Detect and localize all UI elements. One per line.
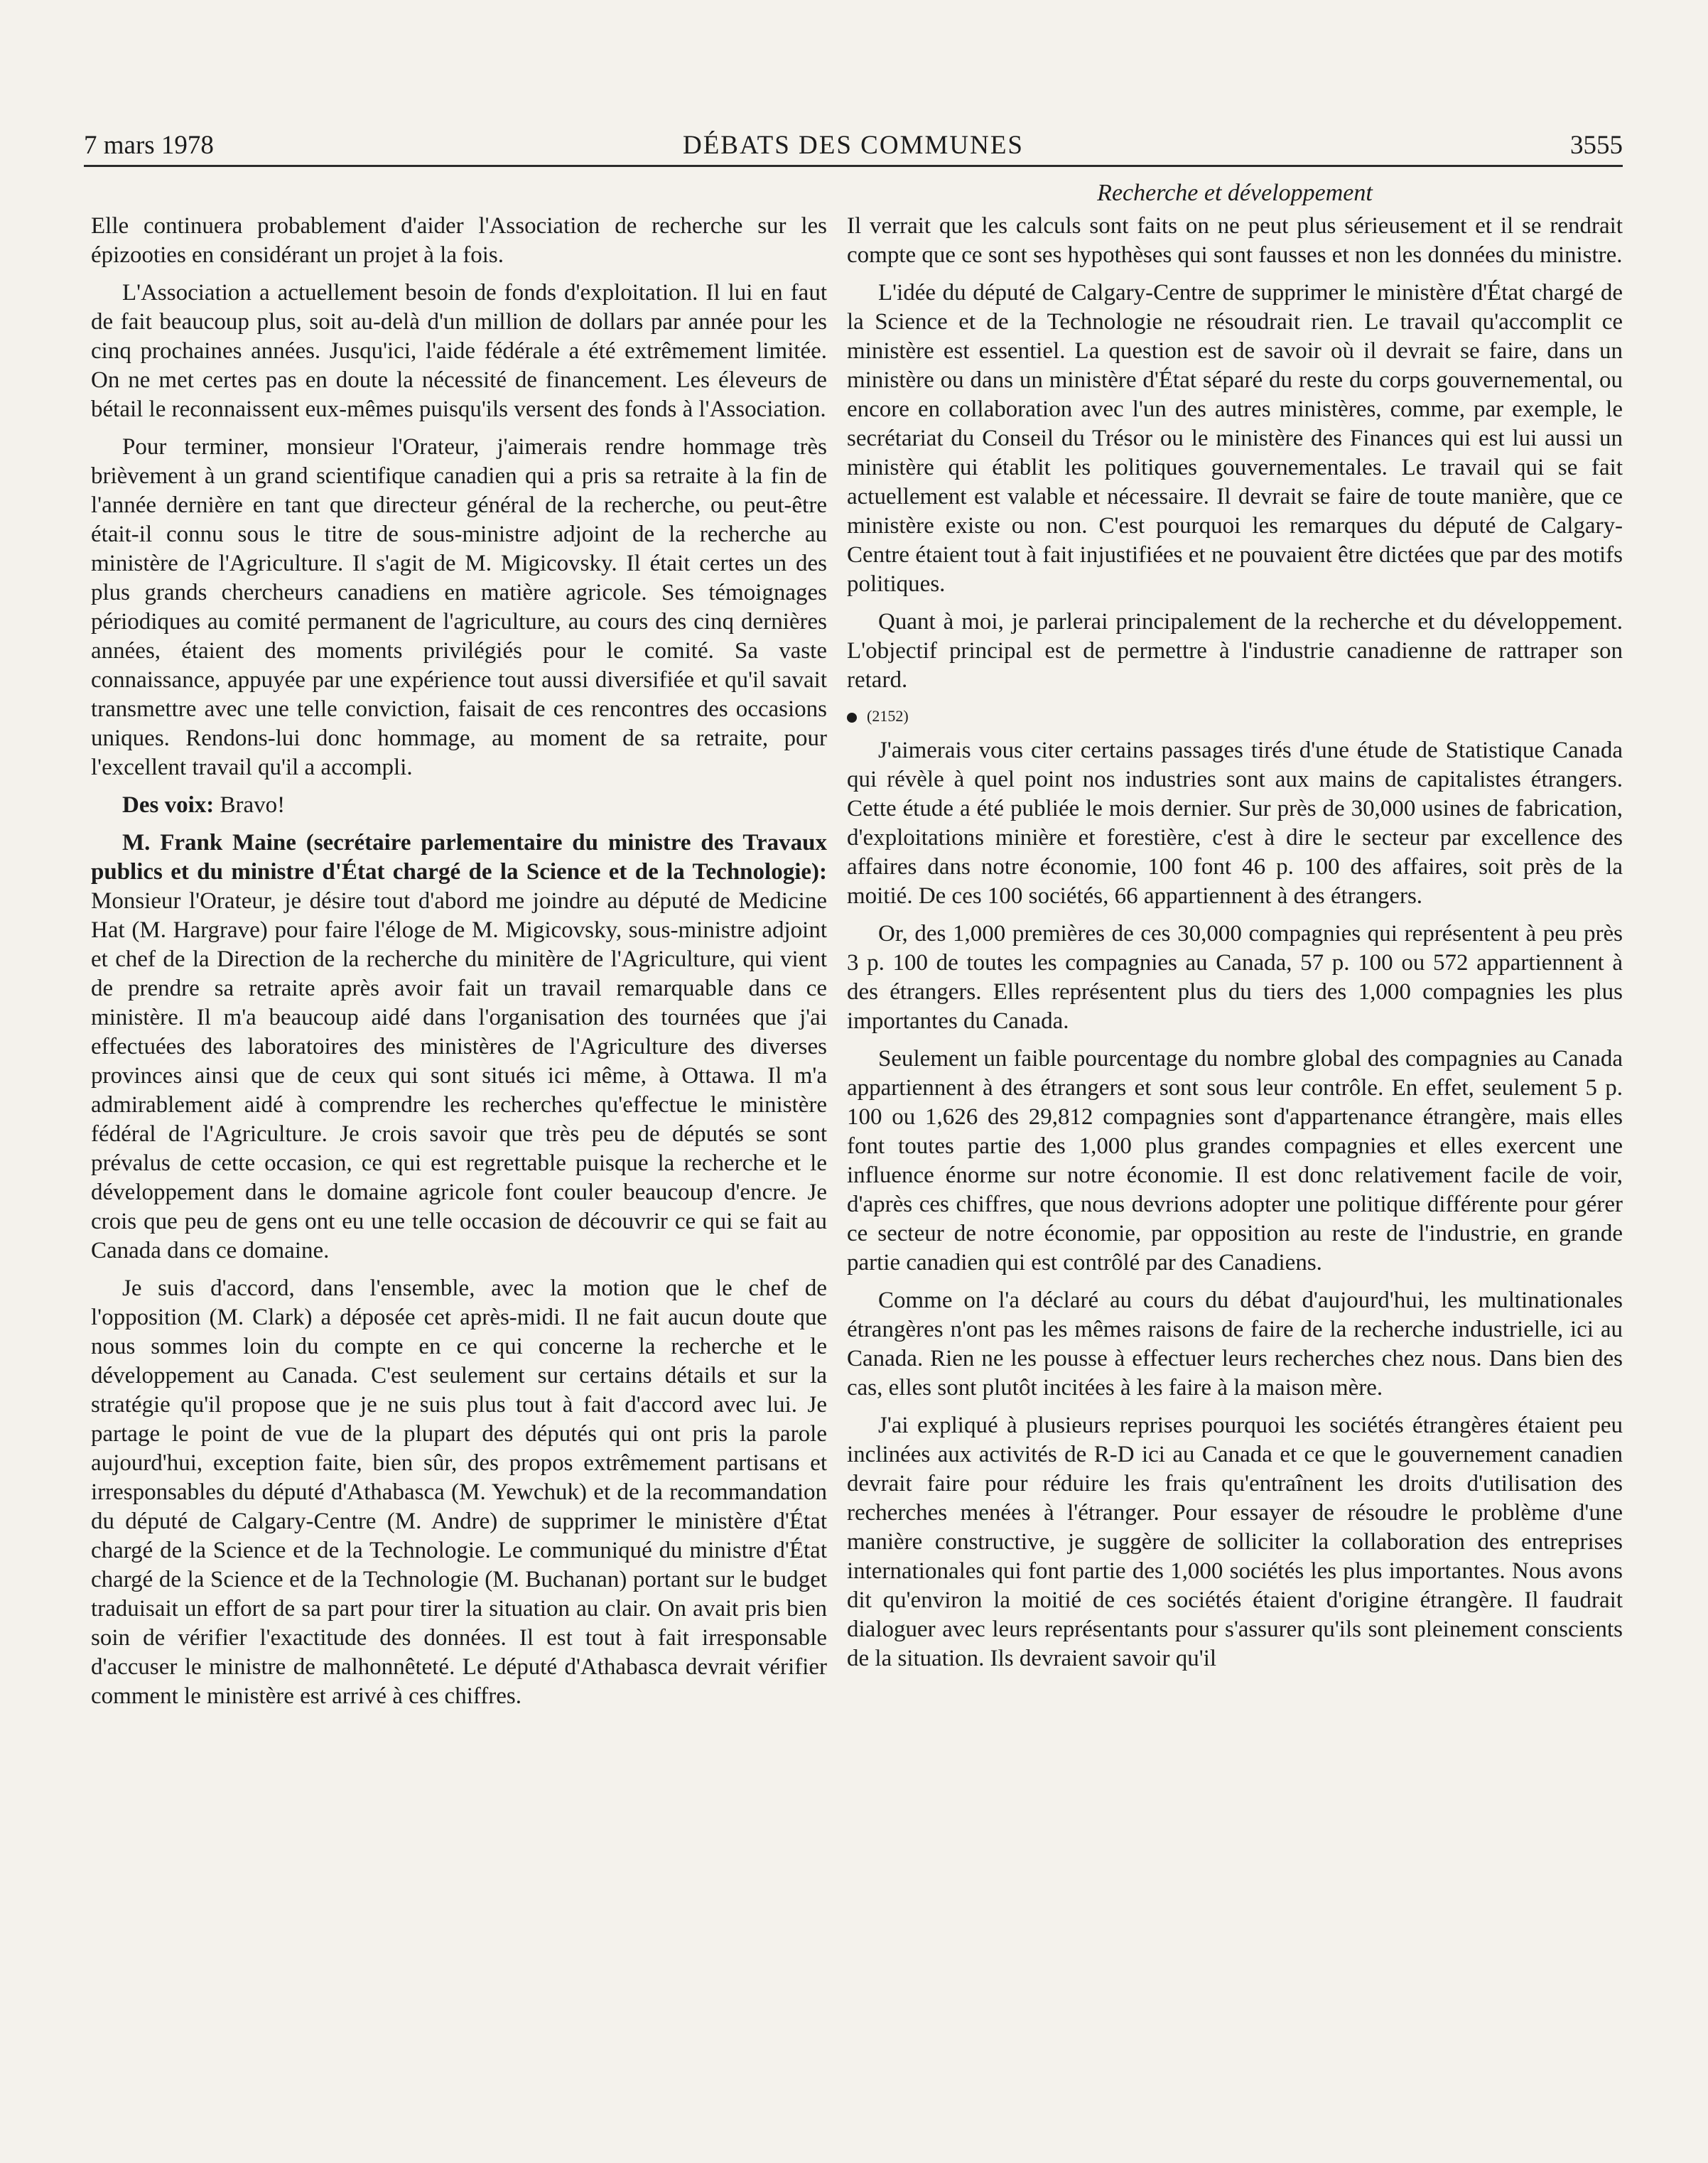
paragraph: Quant à moi, je parlerai principalement de la recherche et du développement. L'objectif principal est de permettre à l'industrie canadienne de rattraper son retard. xyxy=(847,609,1623,693)
speech-text: Bravo! xyxy=(214,792,286,818)
paragraph xyxy=(91,829,827,1266)
paragraph: L'idée du député de Calgary-Centre de supprimer le ministère d'État chargé de la Science et de la Technologie ne résoudrait rien. Le travail qu'accomplit ce ministère est essentiel. La question est de savoir où il devrait se faire, dans un ministère ou dans un ministère d'État séparé du reste du corps gouvernemental, ou encore en collaboration avec l'un des autres ministères, comme, par exemple, le secrétariat du Conseil du Trésor ou le ministère des Finances qui est lui aussi un ministère qui établit les politiques gouvernementales. Le travail qui se fait actuellement est valable et nécessaire. Il devrait se faire de toute manière, que ce ministère existe ou non. C'est pourquoi les remarques du député de Calgary-Centre étaient tout à fait injustifiées et ne pouvaient être dictées que par des motifs politiques. xyxy=(847,280,1623,597)
paragraph: J'aimerais vous citer certains passages tirés d'une étude de Statistique Canada qui révèle à quel point nos industries sont aux mains de capitalistes étrangers. Cette étude a été publiée le mois dernier. Sur près de 30,000 usines de fabrication, d'exploitations minière et forestière, c'est à dire le secteur par excellence des affaires dans notre économie, 100 font 46 p. 100 des affaires, soit près de la moitié. De ces 100 sociétés, 66 appartiennent à des étrangers. xyxy=(847,738,1623,909)
paragraph: L'Association a actuellement besoin de fonds d'exploitation. Il lui en faut de fait beaucoup plus, soit au-delà d'un million de dollars par année pour les cinq prochaines années. Jusqu'ici, l'aide fédérale a été extrêmement limitée. On ne met certes pas en doute la nécessité de financement. Les éleveurs de bétail le reconnaissent eux-mêmes puisqu'ils versent des fonds à l'Association. xyxy=(91,280,827,422)
header-title: DÉBATS DES COMMUNES xyxy=(682,131,1024,160)
paragraph xyxy=(91,791,827,820)
bullet-icon xyxy=(847,713,857,723)
left-column xyxy=(91,212,827,1720)
time-marker-label: (2152) xyxy=(867,707,909,725)
time-marker xyxy=(847,703,1623,729)
paragraph: Je suis d'accord, dans l'ensemble, avec la motion que le chef de l'opposition (M. Clark) a déposée cet après-midi. Il ne fait aucun doute que nous sommes loin du compte en ce qui concerne la recherche et le développement au Canada. C'est seulement sur certains détails et sur la stratégie qu'il propose que je ne suis plus tout à fait d'accord avec lui. Je partage le point de vue de la plupart des députés qui ont pris la parole aujourd'hui, exception faite, bien sûr, des propos extrêmement partisans et irresponsables du député d'Athabasca (M. Yewchuk) et de la recommandation du député de Calgary-Centre (M. Andre) de supprimer le ministère d'État chargé de la Science et de la Technologie. Le communiqué du ministre d'État chargé de la Science et de la Technologie (M. Buchanan) portant sur le budget traduisait un effort de sa part pour tirer la situation au clair. On avait pris bien soin de vérifier l'exactitude des données. Il est tout à fait irresponsable d'accuser le ministre de malhonnêteté. Le député d'Athabasca devrait vérifier comment le ministère est arrivé à ces chiffres. xyxy=(91,1275,827,1709)
paragraph: Il verrait que les calculs sont faits on ne peut plus sérieusement et il se rendrait compte que ce sont ses hypothèses qui sont fausses et non les données du ministre. xyxy=(847,213,1623,268)
paragraph: Seulement un faible pourcentage du nombre global des compagnies au Canada appartiennent à des étrangers et sont sous leur contrôle. En effet, seulement 5 p. 100 ou 1,626 des 29,812 compagnies sont d'appartenance étrangère, mais elles font toutes partie des 1,000 plus grandes compagnies et elles exercent une influence énorme sur notre économie. Il est donc relativement facile de voir, d'après ces chiffres, que nous devrions adopter une politique différente pour gérer ce secteur de notre économie, par opposition au reste de l'industrie, en grande partie canadien qui est contrôlé par des Canadiens. xyxy=(847,1046,1623,1275)
paragraph: Elle continuera probablement d'aider l'Association de recherche sur les épizooties en considérant un projet à la fois. xyxy=(91,213,827,268)
speech-text: Monsieur l'Orateur, je désire tout d'abord me joindre au député de Medicine Hat (M. Hargrave) pour faire l'éloge de M. Migicovsky, sous-ministre adjoint et chef de la Direction de la recherche du minitère de l'Agriculture, qui vient de prendre sa retraite après avoir fait un travail remarquable dans ce ministère. Il m'a beaucoup aidé dans l'organisation des tournées que j'ai effectuées des laboratoires des ministères de l'Agriculture des diverses provinces ainsi que de ceux qui sont situés ici même, à Ottawa. Il m'a admirablement aidé à comprendre les recherches qu'effectue le ministère fédéral de l'Agriculture. Je crois savoir que très peu de députés se sont prévalus de cette occasion, ce qui est regrettable puisque la recherche et le développement dans le domaine agricole font couler beaucoup d'encre. Je crois que peu de gens ont eu une telle occasion de découvrir ce qui se fait au Canada dans ce domaine. xyxy=(91,888,827,1263)
paragraph: Or, des 1,000 premières de ces 30,000 compagnies qui représentent à peu près 3 p. 100 de toutes les compagnies au Canada, 57 p. 100 ou 572 appartiennent à des étrangers. Elles représentent plus du tiers des 1,000 compagnies les plus importantes du Canada. xyxy=(847,921,1623,1034)
paragraph: Pour terminer, monsieur l'Orateur, j'aimerais rendre hommage très brièvement à un grand scientifique canadien qui a pris sa retraite à la fin de l'année dernière en tant que directeur général de la recherche, ou peut-être était-il connu sous le titre de sous-ministre adjoint de la recherche au ministère de l'Agriculture. Il s'agit de M. Migicovsky. Il était certes un des plus grands chercheurs canadiens en matière agricole. Ses témoignages périodiques au comité permanent de l'agriculture, au cours des cinq dernières années, étaient des moments privilégiés pour le comité. Sa vaste connaissance, appuyée par une expérience tout aussi diversifiée et qu'il savait transmettre avec une telle conviction, faisait de ces rencontres des occasions uniques. Rendons-lui donc hommage, au moment de sa retraite, pour l'excellent travail qu'il a accompli. xyxy=(91,434,827,780)
page-number: 3555 xyxy=(1570,131,1623,160)
speaker-name: Des voix: xyxy=(122,792,215,818)
right-column xyxy=(847,212,1623,1682)
section-subject: Recherche et développement xyxy=(1097,180,1373,206)
page-header xyxy=(84,126,1623,165)
speaker-name: M. Frank Maine (secrétaire parlementaire du ministre des Travaux publics et du ministre d'État chargé de la Science et de la Technologie): xyxy=(91,830,827,885)
header-rule xyxy=(84,165,1623,167)
header-date: 7 mars 1978 xyxy=(84,131,214,160)
paragraph: Comme on l'a déclaré au cours du débat d'aujourd'hui, les multinationales étrangères n'ont pas les mêmes raisons de faire de la recherche industrielle, ici au Canada. Rien ne les pousse à effectuer leurs recherches chez nous. Dans bien des cas, elles sont plutôt incitées à les faire à la maison mère. xyxy=(847,1288,1623,1401)
paragraph: J'ai expliqué à plusieurs reprises pourquoi les sociétés étrangères étaient peu inclinées aux activités de R-D ici au Canada et ce que le gouvernement canadien devrait faire pour réduire les frais qu'entraînent les droits d'utilisation des recherches menées à l'étranger. Pour essayer de résoudre le problème d'une manière constructive, je suggère de solliciter la collaboration des entreprises internationales qui font partie des 1,000 sociétés les plus importantes. Nous avons dit qu'environ la moitié de ces sociétés étaient d'origine étrangère. Il faudrait dialoguer avec leurs représentants pour s'assurer qu'ils sont pleinement conscients de la situation. Ils devraient savoir qu'il xyxy=(847,1413,1623,1671)
